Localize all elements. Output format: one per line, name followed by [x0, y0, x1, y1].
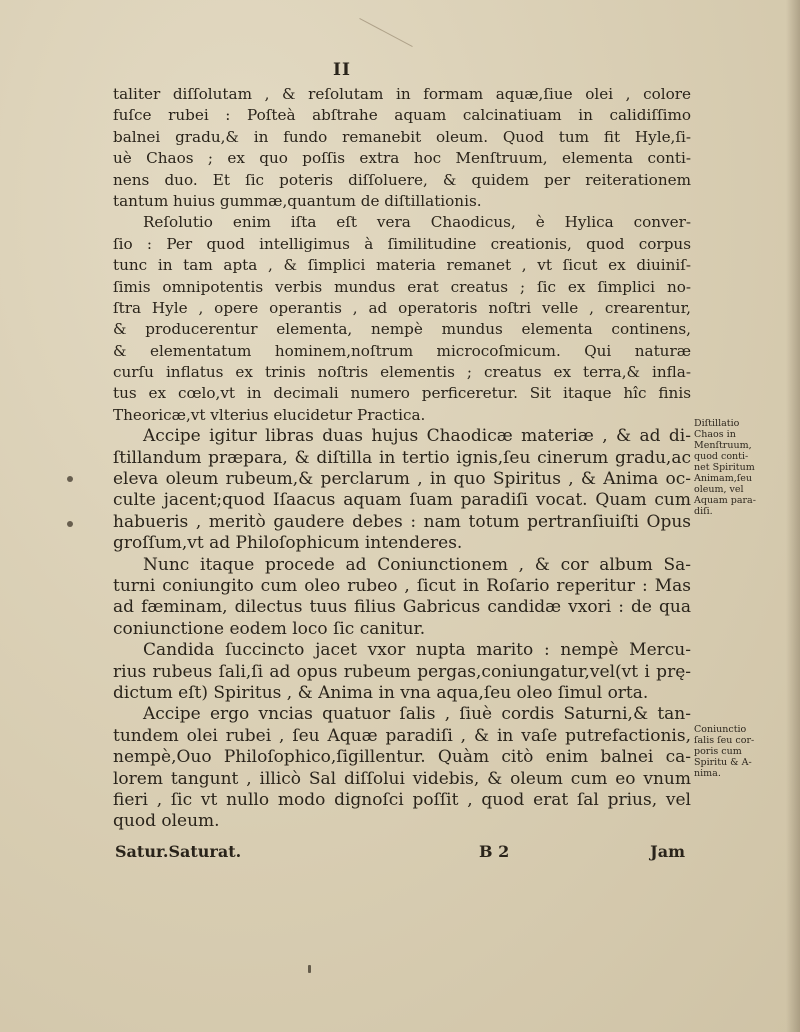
margin-note-line: oleum, vel [694, 484, 744, 495]
text-line: nens duo. Et ſic poteris diſſoluere, & quidem per reiterationem [113, 170, 691, 189]
text-line: fuſce rubei : Poſteà abſtrahe aquam calcinatiuam in calidiſſimo [113, 106, 691, 125]
margin-note-line: quod conti- [694, 451, 749, 462]
text-line: tunc in tam apta , & ſimplici materia remanet , vt ſicut ex diuiniſ- [113, 256, 691, 275]
page-footer [115, 842, 685, 866]
margin-note-line: diſi. [694, 506, 713, 517]
margin-note-line: ſalis ſeu cor- [694, 735, 755, 746]
ink-mark [67, 476, 73, 482]
margin-note-line: Aquam para- [694, 495, 756, 506]
footer-catchword-left: Satur.Saturat. [115, 842, 242, 861]
text-line: balnei gradu,& in fundo remanebit oleum. Quod tum fit Hyle,ſi- [113, 127, 691, 146]
text-line: Reſolutio enim iſta eſt vera Chaodicus, è Hylica conver- [143, 213, 691, 232]
text-line: rius rubeus ſali,ſi ad opus rubeum pergas,coniungatur,vel(vt i prę- [113, 661, 691, 682]
paper-crease [359, 18, 412, 47]
text-line: lorem tangunt , illicò Sal diſſolui videbis, & oleum cum eo vnum [113, 768, 691, 789]
text-line: ſtillandum præpara, & diſtilla in tertio ignis,ſeu cinerum gradu,ac [113, 447, 691, 468]
main-text-block [113, 84, 691, 833]
text-line: tus ex cœlo,vt in decimali numero perficeretur. Sit itaque hîc finis [113, 384, 691, 403]
margin-note-coniunctio [694, 724, 786, 779]
text-line: quod oleum. [113, 811, 220, 832]
margin-note-line: Diſtillatio [694, 418, 740, 429]
text-line: eleva oleum rubeum,& perclarum , in quo Spiritus , & Anima oc- [113, 469, 691, 490]
text-line: ſtra Hyle , opere operantis , ad operatoris noſtri velle , crearentur, [113, 298, 691, 317]
text-line: curſu inflatus ex trinis noſtris elementis ; creatus ex terra,& infla- [113, 363, 691, 382]
page-edge-shadow [786, 0, 800, 1032]
text-line: uè Chaos ; ex quo poſſis extra hoc Menſtruum, elementa conti- [113, 149, 691, 168]
margin-note-line: Coniunctio [694, 724, 747, 735]
text-line: Candida ſuccincto jacet vxor nupta marito : nempè Mercu- [143, 640, 691, 661]
text-line: coniunctione eodem loco ſic canitur. [113, 618, 426, 639]
text-line: turni coniungito cum oleo rubeo , ſicut in Roſario reperitur : Mas [113, 575, 691, 596]
text-line: dictum eſt) Spiritus , & Anima in vna aqua,ſeu oleo ſimul orta. [113, 682, 649, 703]
text-line: culte jacent;quod Iſaacus aquam ſuam paradiſi vocat. Quam cum [113, 490, 691, 511]
margin-note-line: poris cum [694, 746, 742, 757]
margin-note-line: net Spiritum [694, 462, 755, 473]
ink-mark [67, 521, 73, 527]
text-line: tantum huius gummæ,quantum de diſtillationis. [113, 191, 482, 210]
text-line: ſio : Per quod intelligimus à ſimilitudine creationis, quod corpus [113, 234, 691, 253]
margin-note-line: Chaos in [694, 429, 736, 440]
text-line: & producerentur elementa, nempè mundus elementa continens, [113, 320, 691, 339]
margin-note-line: Animam,ſeu [694, 473, 752, 484]
text-line: Accipe igitur libras duas hujus Chaodicæ materiæ , & ad di- [143, 426, 691, 447]
ink-mark [308, 965, 311, 973]
text-line: ad fæminam, dilectus tuus filius Gabricus candidæ vxori : de qua [113, 597, 691, 618]
text-line: tundem olei rubei , ſeu Aquæ paradiſi , & in vaſe putrefactionis, [113, 725, 691, 746]
margin-note-line: Menſtruum, [694, 440, 752, 451]
text-line: fieri , ſic vt nullo modo dignoſci poſſit , quod erat ſal prius, vel [113, 789, 691, 810]
margin-note-line: nima. [694, 768, 721, 779]
text-line: groſſum,vt ad Philoſophicum intenderes. [113, 533, 463, 554]
page-number: II [333, 60, 351, 80]
signature-mark: B 2 [479, 842, 510, 861]
footer-catchword-right: Jam [650, 842, 685, 861]
text-line: Theoricæ,vt vlterius elucidetur Practica. [113, 405, 426, 424]
margin-note-distillatio [694, 418, 786, 517]
text-line: nempè,Ouo Philoſophico,ſigillentur. Quàm citò enim balnei ca- [113, 747, 691, 768]
margin-note-line: Spiritu & A- [694, 757, 752, 768]
text-line: habueris , meritò gaudere debes : nam totum pertranſiuiſti Opus [113, 511, 691, 532]
text-line: & elementatum hominem,noſtrum microcoſmicum. Qui naturæ [113, 341, 691, 360]
text-line: Accipe ergo vncias quatuor ſalis , ſiuè cordis Saturni,& tan- [143, 704, 691, 725]
text-line: Nunc itaque procede ad Coniunctionem , & cor album Sa- [143, 554, 691, 575]
text-line: ſimis omnipotentis verbis mundus erat creatus ; ſic ex ſimplici no- [113, 277, 691, 296]
text-line: taliter diſſolutam , & reſolutam in formam aquæ,ſiue olei , colore [113, 85, 691, 103]
